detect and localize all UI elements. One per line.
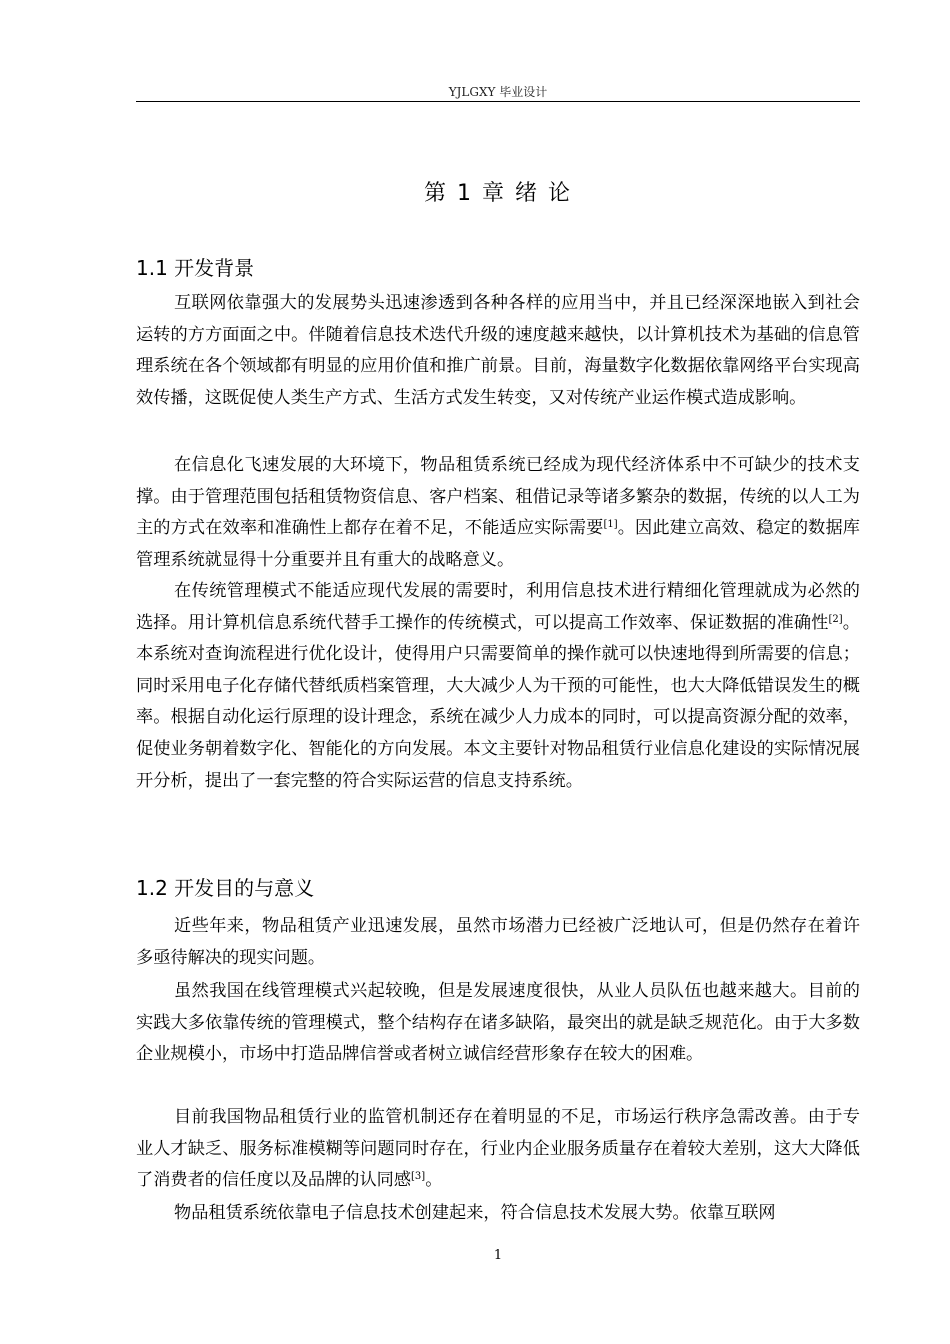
paragraph bbox=[136, 450, 860, 576]
citation-marker: [1] bbox=[603, 519, 618, 531]
paragraph-text: 目前我国物品租赁行业的监管机制还存在着明显的不足，市场运行秩序急需改善。由于专业人才缺乏、服务标准模糊等问题同时存在，行业内企业服务质量存在着较大差别，这大大降低了消费者的信任度以及品牌的认同感 bbox=[136, 1107, 860, 1191]
section-title-1-1: 1.1 开发背景 bbox=[136, 256, 255, 280]
header-rule bbox=[136, 101, 860, 102]
page-number: 1 bbox=[493, 1248, 503, 1263]
chapter-title: 第 1 章 绪 论 bbox=[424, 181, 572, 206]
running-header: YJLGXY 毕业设计 bbox=[448, 85, 548, 99]
paragraph bbox=[136, 911, 860, 974]
citation-marker: [2] bbox=[828, 613, 843, 625]
paragraph-text: 。 bbox=[425, 1170, 443, 1191]
paragraph-text: 在传统管理模式不能适应现代发展的需要时，利用信息技术进行精细化管理就成为必然的选择。用计算机信息系统代替手工操作的传统模式，可以提高工作效率、保证数据的准确性 bbox=[136, 581, 860, 633]
paragraph-text: 虽然我国在线管理模式兴起较晚，但是发展速度很快，从业人员队伍也越来越大。目前的实践大多依靠传统的管理模式，整个结构存在诸多缺陷，最突出的就是缺乏规范化。由于大多数企业规模小，市场中打造品牌信誉或者树立诚信经营形象存在较大的困难。 bbox=[136, 981, 860, 1065]
paragraph-text: 。因此建立高效、稳定的数据库管理系统就显得十分重要并且有重大的战略意义。 bbox=[136, 518, 860, 570]
paragraph bbox=[136, 288, 860, 414]
paragraph-text: 。本系统对查询流程进行优化设计，使得用户只需要简单的操作就可以快速地得到所需要的信息；同时采用电子化存储代替纸质档案管理，大大减少人为干预的可能性，也大大降低错误发生的概率。根据自动化运行原理的设计理念，系统在减少人力成本的同时，可以提高资源分配的效率，促使业务朝着数字化、智能化的方向发展。本文主要针对物品租赁行业信息化建设的实际情况展开分析，提出了一套完整的符合实际运营的信息支持系统。 bbox=[136, 612, 860, 791]
section-title-1-2: 1.2 开发目的与意义 bbox=[136, 876, 315, 900]
paragraph-text: 近些年来，物品租赁产业迅速发展，虽然市场潜力已经被广泛地认可，但是仍然存在着许多亟待解决的现实问题。 bbox=[136, 916, 860, 968]
paragraph-text: 物品租赁系统依靠电子信息技术创建起来，符合信息技术发展大势。依靠互联网 bbox=[174, 1203, 776, 1223]
citation-marker: [3] bbox=[411, 1171, 426, 1183]
paragraph-text: 互联网依靠强大的发展势头迅速渗透到各种各样的应用当中，并且已经深深地嵌入到社会运转的方方面面之中。伴随着信息技术迭代升级的速度越来越快，以计算机技术为基础的信息管理系统在各个领域都有明显的应用价值和推广前景。目前，海量数字化数据依靠网络平台实现高效传播，这既促使人类生产方式、生活方式发生转变，又对传统产业运作模式造成影响。 bbox=[136, 293, 860, 408]
paragraph bbox=[136, 1198, 860, 1230]
paragraph-text: 在信息化飞速发展的大环境下，物品租赁系统已经成为现代经济体系中不可缺少的技术支撑。由于管理范围包括租赁物资信息、客户档案、租借记录等诸多繁杂的数据，传统的以人工为主的方式在效率和准确性上都存在着不足，不能适应实际需要 bbox=[136, 455, 860, 539]
paragraph bbox=[136, 1102, 860, 1197]
paragraph bbox=[136, 576, 860, 797]
paragraph bbox=[136, 976, 860, 1071]
